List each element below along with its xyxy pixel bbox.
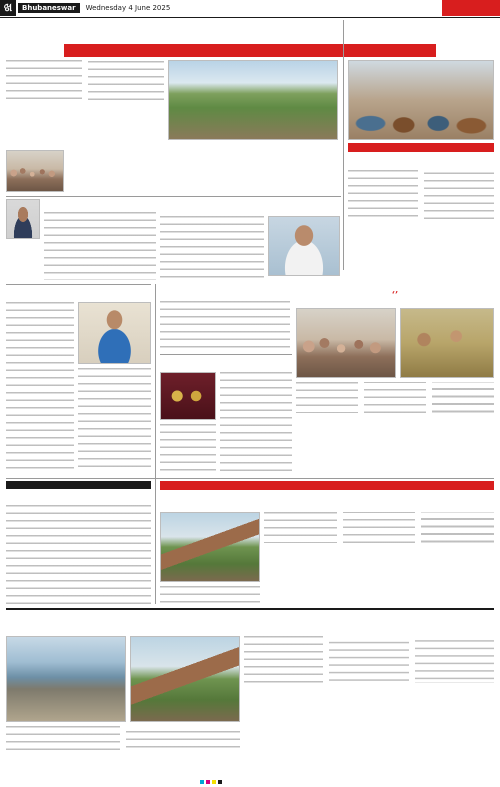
registration-mark-cyan: [200, 780, 204, 784]
quote-mark-open-icon: ‘: [391, 291, 395, 301]
exam-body-col: [6, 302, 74, 472]
krushi-text-placeholder: [296, 382, 494, 413]
column-rule-right: [343, 20, 344, 270]
lead-headline: [6, 20, 494, 42]
feature-body-col: [348, 170, 494, 270]
section-rule-5: [6, 608, 494, 610]
masthead: [0, 0, 500, 16]
krushi-body-col: [296, 382, 494, 474]
feature-kicker: [348, 143, 494, 152]
exam-body-col-2: [78, 368, 151, 472]
lead-photo-villagers: [6, 150, 64, 192]
ahar-body-col: [220, 372, 292, 474]
tourism-text-placeholder-2: [160, 586, 260, 604]
kaam-body-col: [160, 301, 290, 351]
dharma-text-placeholder: [160, 216, 264, 280]
exam-student-photo: [78, 302, 151, 364]
registration-mark-magenta: [206, 780, 210, 784]
vignette-body-col: [6, 505, 151, 605]
section-rule-3: [160, 354, 292, 355]
ahar-body-col-2: [160, 424, 216, 474]
sundara-headline: [44, 199, 156, 211]
ahar-headline: [160, 357, 292, 369]
feature-headline: [348, 154, 494, 168]
bottom-body-col: [244, 636, 494, 776]
feature-photo-water-pots: [348, 60, 494, 140]
vignette-headline: [6, 491, 151, 503]
quote-mark-close-icon: ’: [395, 291, 399, 301]
registration-mark-black: [218, 780, 222, 784]
feature-text-placeholder: [348, 170, 494, 220]
tourism-body-col: [264, 512, 494, 604]
exam-headline: [6, 287, 151, 299]
exam-text-placeholder-2: [78, 368, 151, 472]
dharma-headline: [160, 199, 340, 213]
bottom-body-col-2: [6, 726, 240, 776]
tourism-headline: [160, 492, 494, 508]
edition-city: Bhubaneswar: [18, 3, 80, 13]
vignette-text-placeholder: [6, 505, 151, 605]
lead-body-col: [6, 60, 164, 148]
lead-caption-1: [68, 150, 164, 192]
lead-photo-landscape: [168, 60, 338, 140]
kaam-text-placeholder: [160, 301, 290, 351]
section-rule-2: [6, 284, 151, 285]
bottom-photo-2: [130, 636, 240, 722]
ahar-text-placeholder: [220, 372, 292, 474]
bottom-text-placeholder: [244, 636, 494, 683]
exam-text-placeholder: [6, 302, 74, 472]
newspaper-logo: [442, 0, 500, 16]
tourism-text-placeholder: [264, 512, 494, 543]
page-number: ଖ: [0, 0, 16, 16]
lead-caption-2: [168, 143, 248, 165]
dharma-body-col: [160, 216, 264, 280]
dharma-columnist-photo: [268, 216, 340, 276]
registration-mark-yellow: [212, 780, 216, 784]
ahar-text-placeholder-2: [160, 424, 216, 474]
tourism-body-col-2: [160, 586, 260, 604]
lead-caption-3: [252, 143, 338, 165]
bottom-text-placeholder-2: [6, 726, 240, 751]
section-rule-1: [6, 196, 341, 197]
lead-subhead-bar: [64, 44, 436, 57]
sundara-body-col: [44, 212, 156, 280]
kaam-headline: [160, 287, 290, 299]
tourism-kicker: [160, 481, 494, 490]
masthead-rule: [0, 17, 500, 18]
sundara-text-placeholder: [44, 212, 156, 280]
column-rule-left: [155, 284, 156, 604]
krushi-photo-gathering: [296, 308, 396, 378]
lead-text-placeholder: [6, 60, 164, 104]
bottom-headline: [6, 612, 494, 632]
sundara-portrait: [6, 199, 40, 239]
section-rule-4: [6, 478, 494, 479]
ahar-photo: [160, 372, 216, 420]
bottom-photo-1: [6, 636, 126, 722]
edition-date: Wednesday 4 June 2025: [85, 4, 171, 12]
krushi-headline: [296, 287, 494, 305]
krushi-photo-field: [400, 308, 494, 378]
vignette-tag: [6, 481, 151, 489]
tourism-photo: [160, 512, 260, 582]
